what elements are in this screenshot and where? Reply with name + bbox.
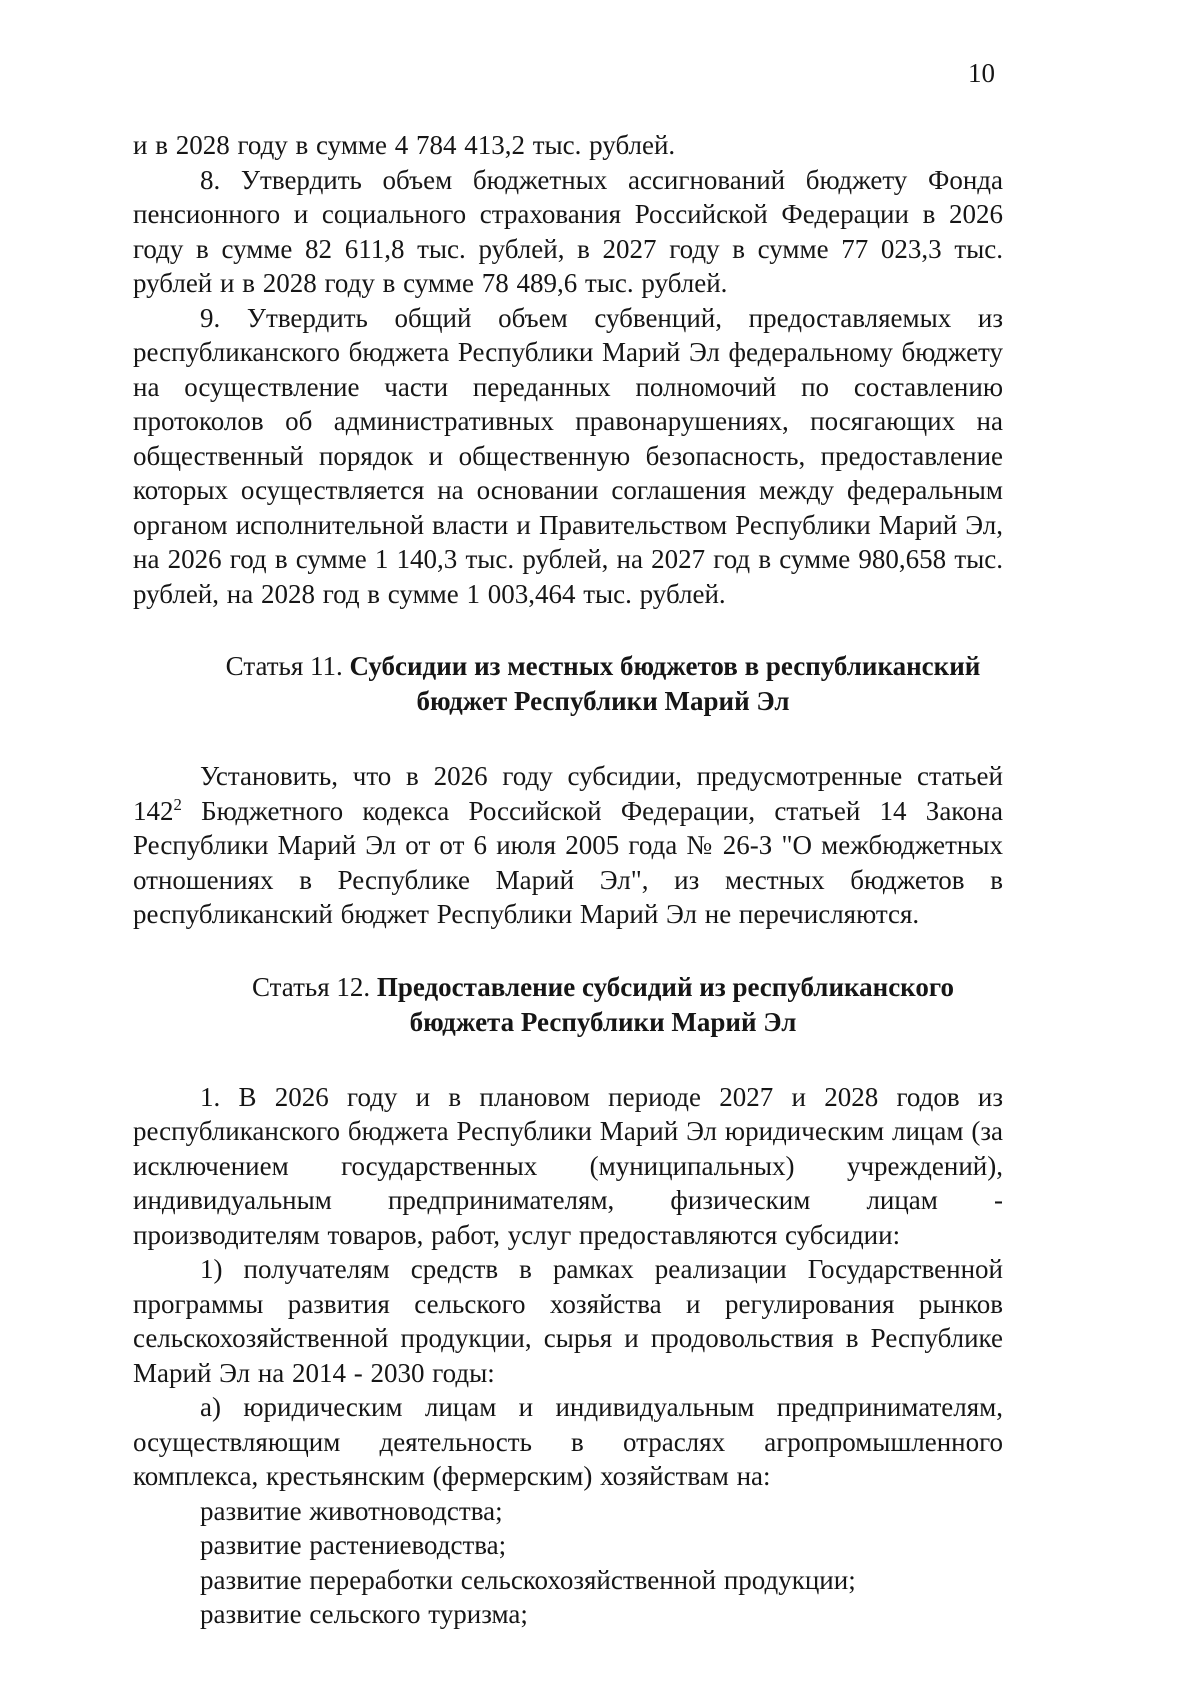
article-12-title: Предоставление субсидий из республиканского бюджета Республики Марий Эл [376,971,954,1037]
article-11-label: Статья 11. [225,651,343,681]
article-11-body [133,759,1003,932]
paragraph-item-8: 8. Утвердить объем бюджетных ассигнований бюджету Фонда пенсионного и социального страхования Российской Федерации в 2026 году в сумме 82 611,8 тыс. рублей, в 2027 году в сумме 77 023,3 тыс. рублей и в 2028 году в сумме 78 489,6 тыс. рублей. [133,164,1003,298]
article-11-heading [133,649,1003,719]
paragraph-continuation: и в 2028 году в сумме 4 784 413,2 тыс. рублей. [133,130,676,160]
article-11-body-superscript: 2 [173,794,182,814]
paragraph-item-9: 9. Утвердить общий объем субвенций, предоставляемых из республиканского бюджета Республики Марий Эл федеральному бюджету на осуществление части переданных полномочий по составлению протоколов об административных правонарушениях, посягающих на общественный порядок и общественную безопасность, предоставление которых осуществляется на основании соглашения между федеральным органом исполнительной власти и Правительством Республики Марий Эл, на 2026 год в сумме 1 140,3 тыс. рублей, на 2027 год в сумме 980,658 тыс. рублей, на 2028 год в сумме 1 003,464 тыс. рублей. [133,302,1003,609]
list-item: развитие растениеводства; [200,1530,507,1560]
article-12-heading [133,970,1003,1040]
article-11-title: Субсидии из местных бюджетов в республиканский бюджет Республики Марий Эл [349,651,981,716]
article-12-label: Статья 12. [252,971,371,1002]
article-12-paragraph-1: 1. В 2026 году и в плановом периоде 2027 и 2028 годов из республиканского бюджета Республики Марий Эл юридическим лицам (за исключением государственных (муниципальных) учреждений), индивидуальным предпринимателям, физическим лицам - производителям товаров, работ, услуг предоставляются субсидии: [133,1081,1003,1250]
article-11-body-text-2: Бюджетного кодекса Российской Федерации, статьей 14 Закона Республики Марий Эл от от 6 июля 2005 года № 26-З "О межбюджетных отношениях в Республике Марий Эл", из местных бюджетов в республиканский бюджет Республики Марий Эл не перечисляются. [133,795,1003,929]
article-12-paragraph-2: 1) получателям средств в рамках реализации Государственной программы развития сельского хозяйства и регулирования рынков сельскохозяйственной продукции, сырья и продовольствия в Республике Марий Эл на 2014 - 2030 годы: [133,1254,1003,1388]
article-12-paragraph-3: а) юридическим лицам и индивидуальным предпринимателям, осуществляющим деятельность в отраслях агропромышленного комплекса, крестьянским (фермерским) хозяйствам на: [133,1392,1003,1491]
article-12-list [133,1494,1003,1632]
list-item: развитие сельского туризма; [200,1599,528,1629]
list-item: развитие переработки сельскохозяйственной продукции; [200,1564,856,1595]
article-11-body-text-1: Установить, что в 2026 году субсидии, предусмотренные статьей 142 [133,761,1003,826]
list-item: развитие животноводства; [200,1495,503,1526]
page-number: 10 [968,58,995,88]
